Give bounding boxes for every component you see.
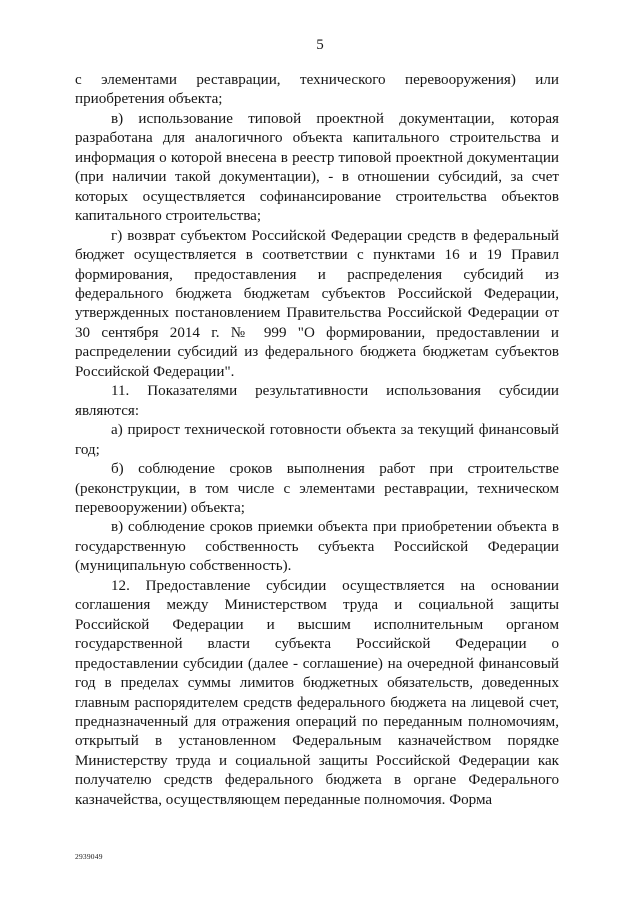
- paragraph-item-a-readiness: а) прирост технической готовности объекта за текущий финансовый год;: [75, 422, 559, 458]
- paragraph-continuation: с элементами реставрации, технического перевооружения) или приобретения объекта;: [75, 72, 559, 108]
- paragraph-item-g-refund: г) возврат субъектом Российской Федерации средств в федеральный бюджет осуществляется в соответствии с пунктами 16 и 19 Правил формирования, предоставления и распределения субсидий из федерального бюджета бюджетам субъектов Российской Федерации, утвержденных постановлением Правительства Российской Федерации от 30 сентября 2014 г. № 999 "О формировании, предоставлении и распределении субсидий из федерального бюджета бюджетам субъектов Российской Федерации".: [75, 227, 559, 380]
- paragraph-12-agreement: 12. Предоставление субсидии осуществляется на основании соглашения между Министерством труда и социальной защиты Российской Федерации и высшим исполнительным органом государственной власти субъекта Российской Федерации о предоставлении субсидии (далее - соглашение) на очередной финансовый год в пределах суммы лимитов бюджетных обязательств, доведенных главным распорядителем средств федерального бюджета на лицевой счет, предназначенный для отражения операций по переданным полномочиям, открытый в установленном Федеральным казначейством порядке Министерству труда и социальной защиты Российской Федерации как получателю средств федерального бюджета в органе Федерального казначейства, осуществляющем переданные полномочия. Форма: [75, 577, 559, 808]
- paragraph-item-b-deadlines: б) соблюдение сроков выполнения работ при строительстве (реконструкции, в том числе с элементами реставрации, техническом перевооружении) объекта;: [75, 461, 559, 516]
- document-code: 2939049: [75, 852, 103, 861]
- document-body: [75, 71, 559, 810]
- paragraph-item-v-standard-design: в) использование типовой проектной документации, которая разработана для аналогичного объекта капитального строительства и информация о которой внесена в реестр типовой проектной документации (при наличии такой документации), - в отношении субсидий, за счет которых осуществляется софинансирование строительства объектов капитального строительства;: [75, 110, 559, 225]
- page-number: 5: [316, 37, 324, 53]
- paragraph-item-v-acceptance: в) соблюдение сроков приемки объекта при приобретении объекта в государственную собственность субъекта Российской Федерации (муниципальную собственность).: [75, 519, 559, 575]
- paragraph-11-indicators: 11. Показателями результативности использования субсидии являются:: [75, 383, 559, 419]
